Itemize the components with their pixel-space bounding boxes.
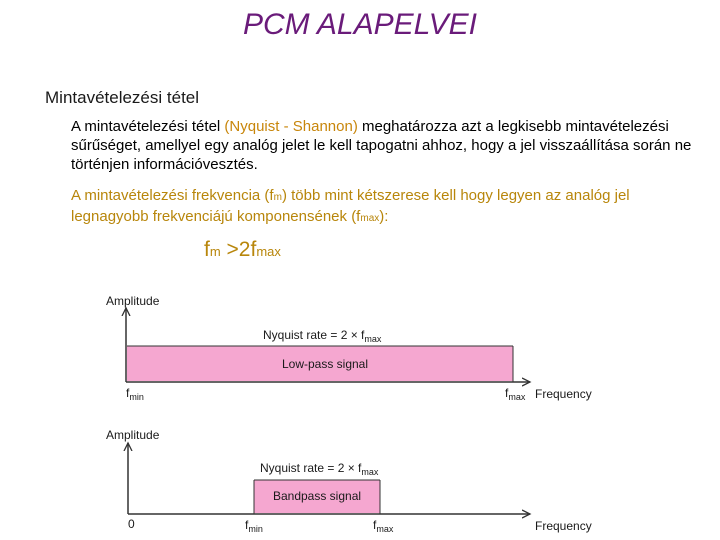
paragraph2-text2: ) több mint kétszerese kell hogy legyen az analóg jel legnagyobb frekvenciájú komponensének (f bbox=[71, 187, 630, 225]
bandpass-band-label: Bandpass signal bbox=[272, 489, 362, 503]
bandpass-fmin-label: $f_{min}$ bbox=[245, 518, 263, 534]
section-heading: Mintavételezési tétel bbox=[45, 88, 200, 107]
bandpass-origin-label: 0 bbox=[128, 517, 135, 531]
formula-f: f bbox=[204, 238, 210, 261]
paragraph2-text1: A mintavételezési frekvencia (f bbox=[71, 187, 274, 204]
lowpass-y-axis-label: Amplitude bbox=[106, 294, 160, 308]
nyquist-shannon-highlight: (Nyquist - Shannon) bbox=[224, 118, 358, 135]
formula-op: >2f bbox=[220, 238, 257, 261]
lowpass-diagram bbox=[106, 294, 592, 402]
bandpass-diagram bbox=[106, 428, 592, 534]
lowpass-nyquist-label: Nyquist rate = $2 \times f_{max}$ bbox=[263, 328, 382, 344]
bandpass-y-axis-label: Amplitude bbox=[106, 428, 160, 442]
page-title: PCM ALAPELVEI bbox=[243, 8, 477, 41]
paragraph1-post: meghatározza azt a legkisebb mintavételezési sűrűséget, amellyel egy analóg jelet le kell tapogatni ahhoz, hogy a jel visszaállítása során ne történjen információvesztés. bbox=[71, 118, 692, 173]
formula-sub-max: max bbox=[256, 244, 281, 259]
paragraph2-sub-max: max bbox=[360, 213, 380, 224]
formula-sub-m: m bbox=[209, 244, 221, 259]
bandpass-fmax-label: $f_{max}$ bbox=[373, 518, 394, 534]
bandpass-nyquist-label: Nyquist rate = $2 \times f_{max}$ bbox=[260, 461, 379, 477]
lowpass-band-label: Low-pass signal bbox=[281, 357, 369, 371]
paragraph1-pre: A mintavételezési tétel bbox=[71, 118, 225, 135]
paragraph2-text3: ): bbox=[379, 208, 389, 225]
lowpass-fmax-label: $f_{max}$ bbox=[505, 386, 526, 402]
paragraph2-sub-m: m bbox=[273, 192, 282, 203]
lowpass-x-axis-label: Frequency bbox=[535, 387, 592, 401]
bandpass-x-axis-label: Frequency bbox=[535, 519, 592, 533]
lowpass-fmin-label: $f_{min}$ bbox=[126, 386, 144, 402]
